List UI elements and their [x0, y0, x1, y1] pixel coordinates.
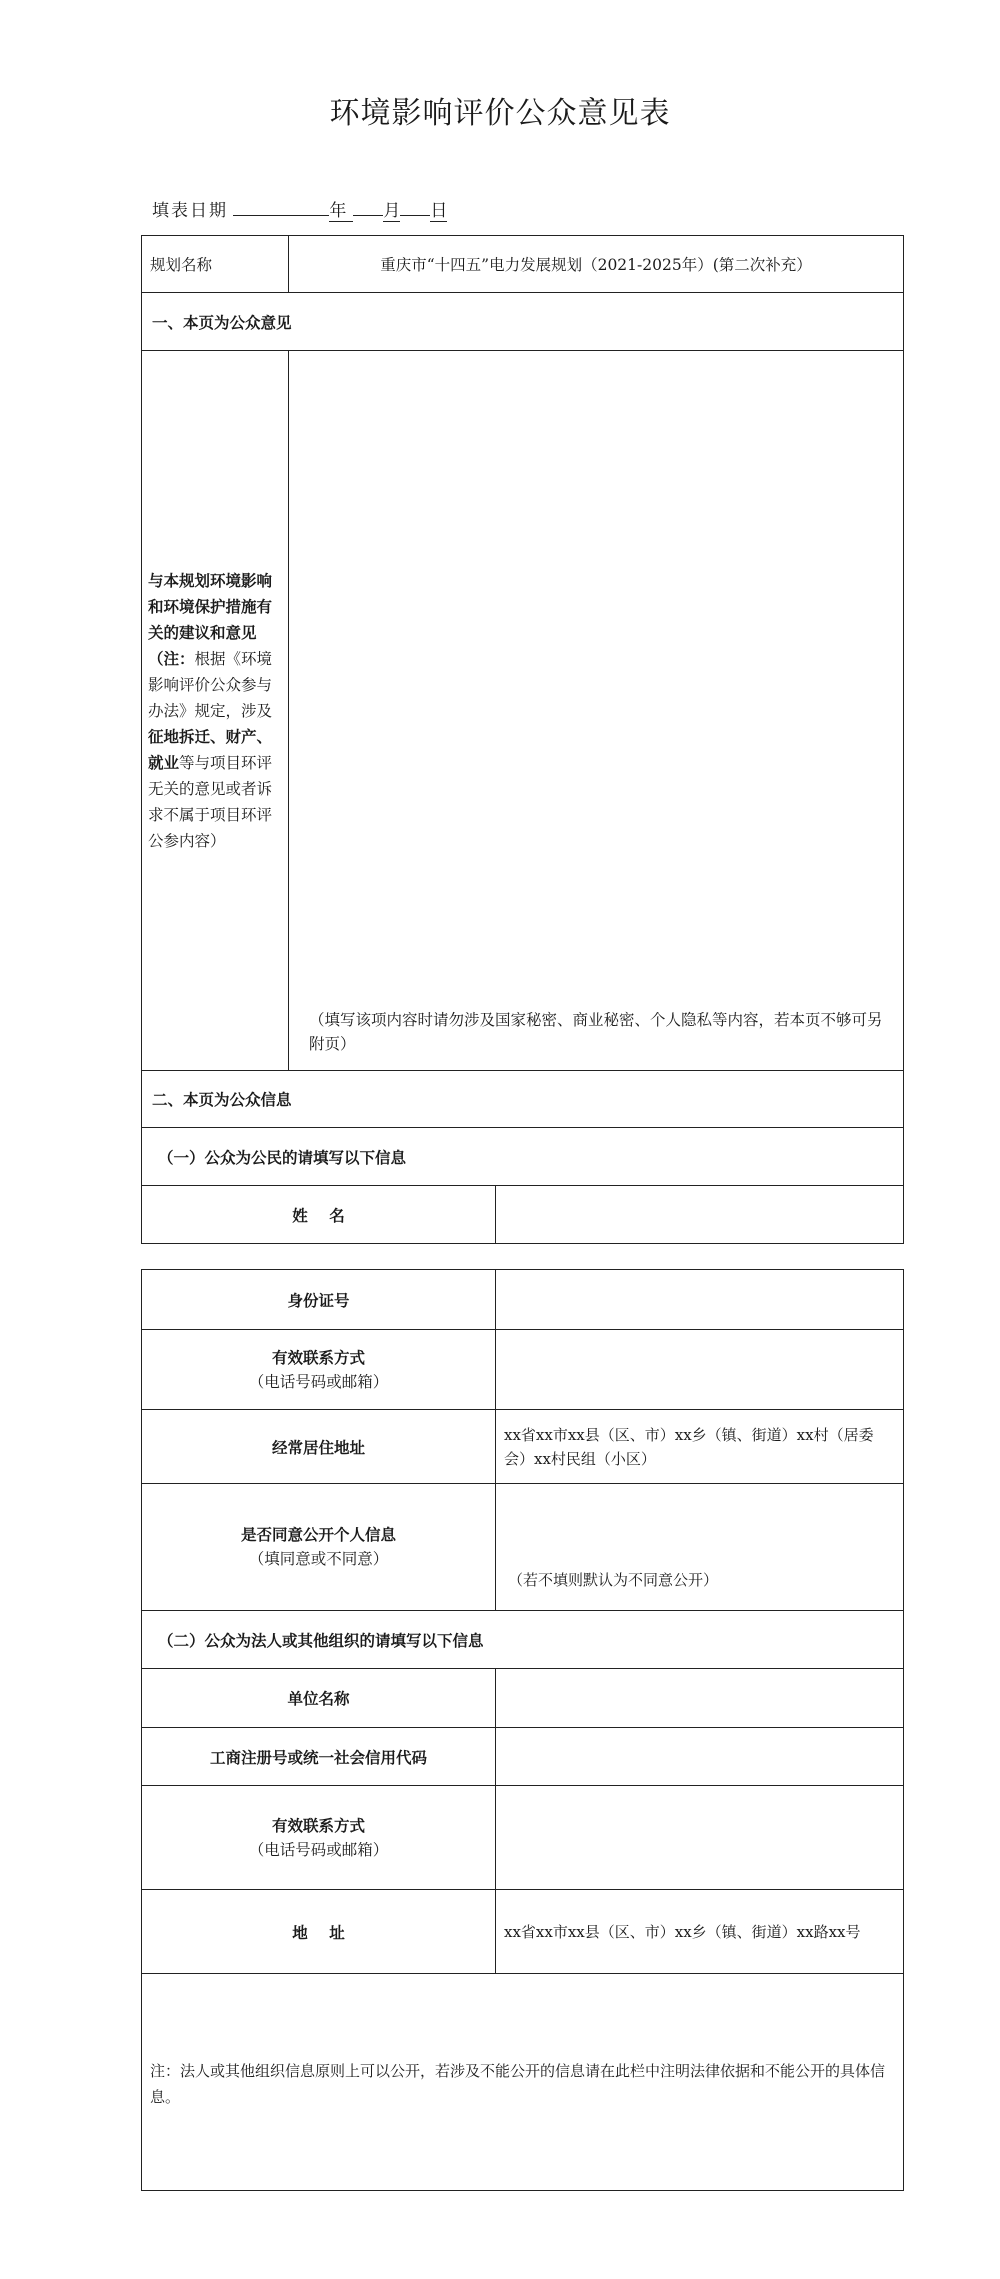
org-contact-note: （电话号码或邮箱）: [248, 1840, 389, 1859]
citizen-contact-note: （电话号码或邮箱）: [248, 1372, 389, 1391]
citizen-name-label: 姓 名: [142, 1186, 496, 1244]
fill-date-label: 填表日期: [152, 201, 228, 221]
section-2-heading: 二、本页为公众信息: [142, 1071, 904, 1128]
comments-input-area[interactable]: [289, 351, 904, 1071]
org-address-label: 地 址: [142, 1890, 496, 1974]
org-reg-input[interactable]: [496, 1728, 904, 1786]
day-label: 日: [430, 196, 447, 222]
comments-label-bold-1: 与本规划环境影响和环境保护措施有关的建议和意见（注：: [148, 570, 273, 668]
consent-note: （填同意或不同意）: [248, 1550, 389, 1568]
citizen-address-label: 经常居住地址: [142, 1410, 496, 1484]
citizen-heading: （一）公众为公民的请填写以下信息: [142, 1128, 904, 1186]
public-info-table: [141, 1269, 904, 2191]
day-blank[interactable]: [400, 215, 430, 216]
comments-label: [142, 351, 289, 1071]
consent-default-note: （若不填则默认为不同意公开）: [508, 1571, 719, 1589]
month-blank[interactable]: [353, 215, 383, 216]
year-label: 年: [329, 196, 353, 222]
org-heading: （二）公众为法人或其他组织的请填写以下信息: [142, 1611, 904, 1669]
year-blank[interactable]: [233, 199, 329, 216]
month-label: 月: [383, 196, 400, 222]
org-contact-label: [142, 1786, 496, 1890]
consent-input[interactable]: [496, 1484, 904, 1611]
consent-label: [142, 1484, 496, 1611]
org-unit-input[interactable]: [496, 1669, 904, 1728]
org-footer-note[interactable]: 注：法人或其他组织信息原则上可以公开，若涉及不能公开的信息请在此栏中注明法律依据和不能公开的具体信息。: [142, 1974, 904, 2191]
comments-label-bold-2: 征地拆迁、财产、就业: [148, 726, 273, 772]
citizen-contact-title: 有效联系方式: [271, 1347, 365, 1367]
comments-label-text-2: 等与项目环评无关的意见或者诉求不属于项目环评公参内容）: [148, 753, 273, 850]
opinion-form-table: [141, 235, 904, 1244]
org-contact-input[interactable]: [496, 1786, 904, 1890]
comments-hint: （填写该项内容时请勿涉及国家秘密、商业秘密、个人隐私等内容，若本页不够可另附页）: [309, 1011, 883, 1053]
page-title: 环境影响评价公众意见表: [329, 96, 671, 131]
plan-name-value: 重庆市“十四五”电力发展规划（2021-2025年）(第二次补充）: [289, 236, 904, 293]
citizen-address-value[interactable]: xx省xx市xx县（区、市）xx乡（镇、街道）xx村（居委会）xx村民组（小区）: [496, 1410, 904, 1484]
citizen-contact-label: [142, 1330, 496, 1410]
citizen-id-label: 身份证号: [142, 1270, 496, 1330]
comments-label-text-1: 根据《环境影响评价公众参与办法》规定，涉及: [148, 649, 273, 720]
citizen-name-input[interactable]: [496, 1186, 904, 1244]
consent-title: 是否同意公开个人信息: [240, 1525, 396, 1544]
org-unit-label: 单位名称: [142, 1669, 496, 1728]
fill-date-line: [152, 196, 447, 222]
plan-name-label: 规划名称: [142, 236, 289, 293]
org-reg-label: 工商注册号或统一社会信用代码: [142, 1728, 496, 1786]
citizen-contact-input[interactable]: [496, 1330, 904, 1410]
org-address-value[interactable]: xx省xx市xx县（区、市）xx乡（镇、街道）xx路xx号: [496, 1890, 904, 1974]
org-contact-title: 有效联系方式: [271, 1815, 365, 1835]
section-1-heading: 一、本页为公众意见: [142, 293, 904, 351]
citizen-id-input[interactable]: [496, 1270, 904, 1330]
